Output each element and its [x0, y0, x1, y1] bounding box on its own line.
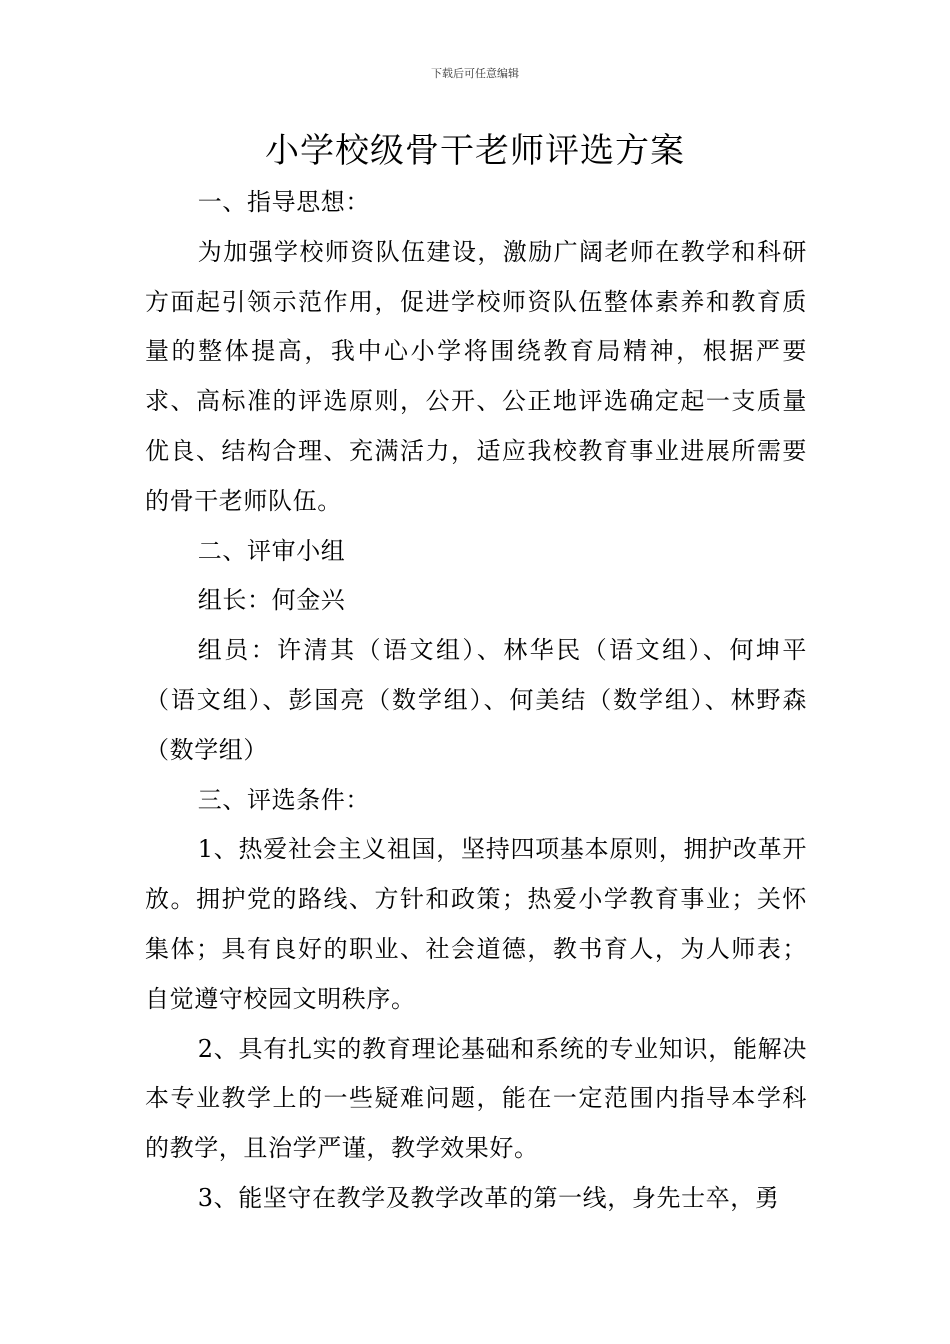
section-heading-guiding-thought: 一、指导思想： — [197, 188, 370, 216]
document-body — [145, 178, 807, 1224]
watermark-text: 下载后可任意编辑 — [431, 67, 519, 80]
paragraph-group-leader: 组长：何金兴 — [197, 586, 346, 615]
criteria-item-3: 3、能坚守在教学及教学改革的第一线，身先士卒，勇 — [197, 1183, 780, 1212]
paragraph-group-members: 组员：许清其（语文组）、林华民（语文组）、何坤平（语文组）、彭国亮（数学组）、何美结（数学组）、林野森（数学组） — [145, 636, 807, 764]
criteria-item-2: 2、具有扎实的教育理论基础和系统的专业知识，能解决本专业教学上的一些疑难问题，能在一定范围内指导本学科的教学，且治学严谨，教学效果好。 — [145, 1034, 807, 1163]
criteria-item-1: 1、热爱社会主义祖国，坚持四项基本原则，拥护改革开放。拥护党的路线、方针和政策；热爱小学教育事业；关怀集体；具有良好的职业、社会道德，教书育人，为人师表；自觉遵守校园文明秩序。 — [145, 835, 807, 1013]
paragraph-guiding-thought: 为加强学校师资队伍建设，激励广阔老师在教学和科研方面起引领示范作用，促进学校师资队伍整体素养和教育质量的整体提高，我中心小学将围绕教育局精神，根据严要求、高标准的评选原则，公开、公正地评选确定起一支质量优良、结构合理、充满活力，适应我校教育事业进展所需要的骨干老师队伍。 — [145, 237, 807, 515]
document-title: 小学校级骨干老师评选方案 — [265, 131, 685, 171]
section-heading-criteria: 三、评选条件： — [197, 785, 370, 814]
section-heading-review-group: 二、评审小组 — [197, 536, 346, 565]
